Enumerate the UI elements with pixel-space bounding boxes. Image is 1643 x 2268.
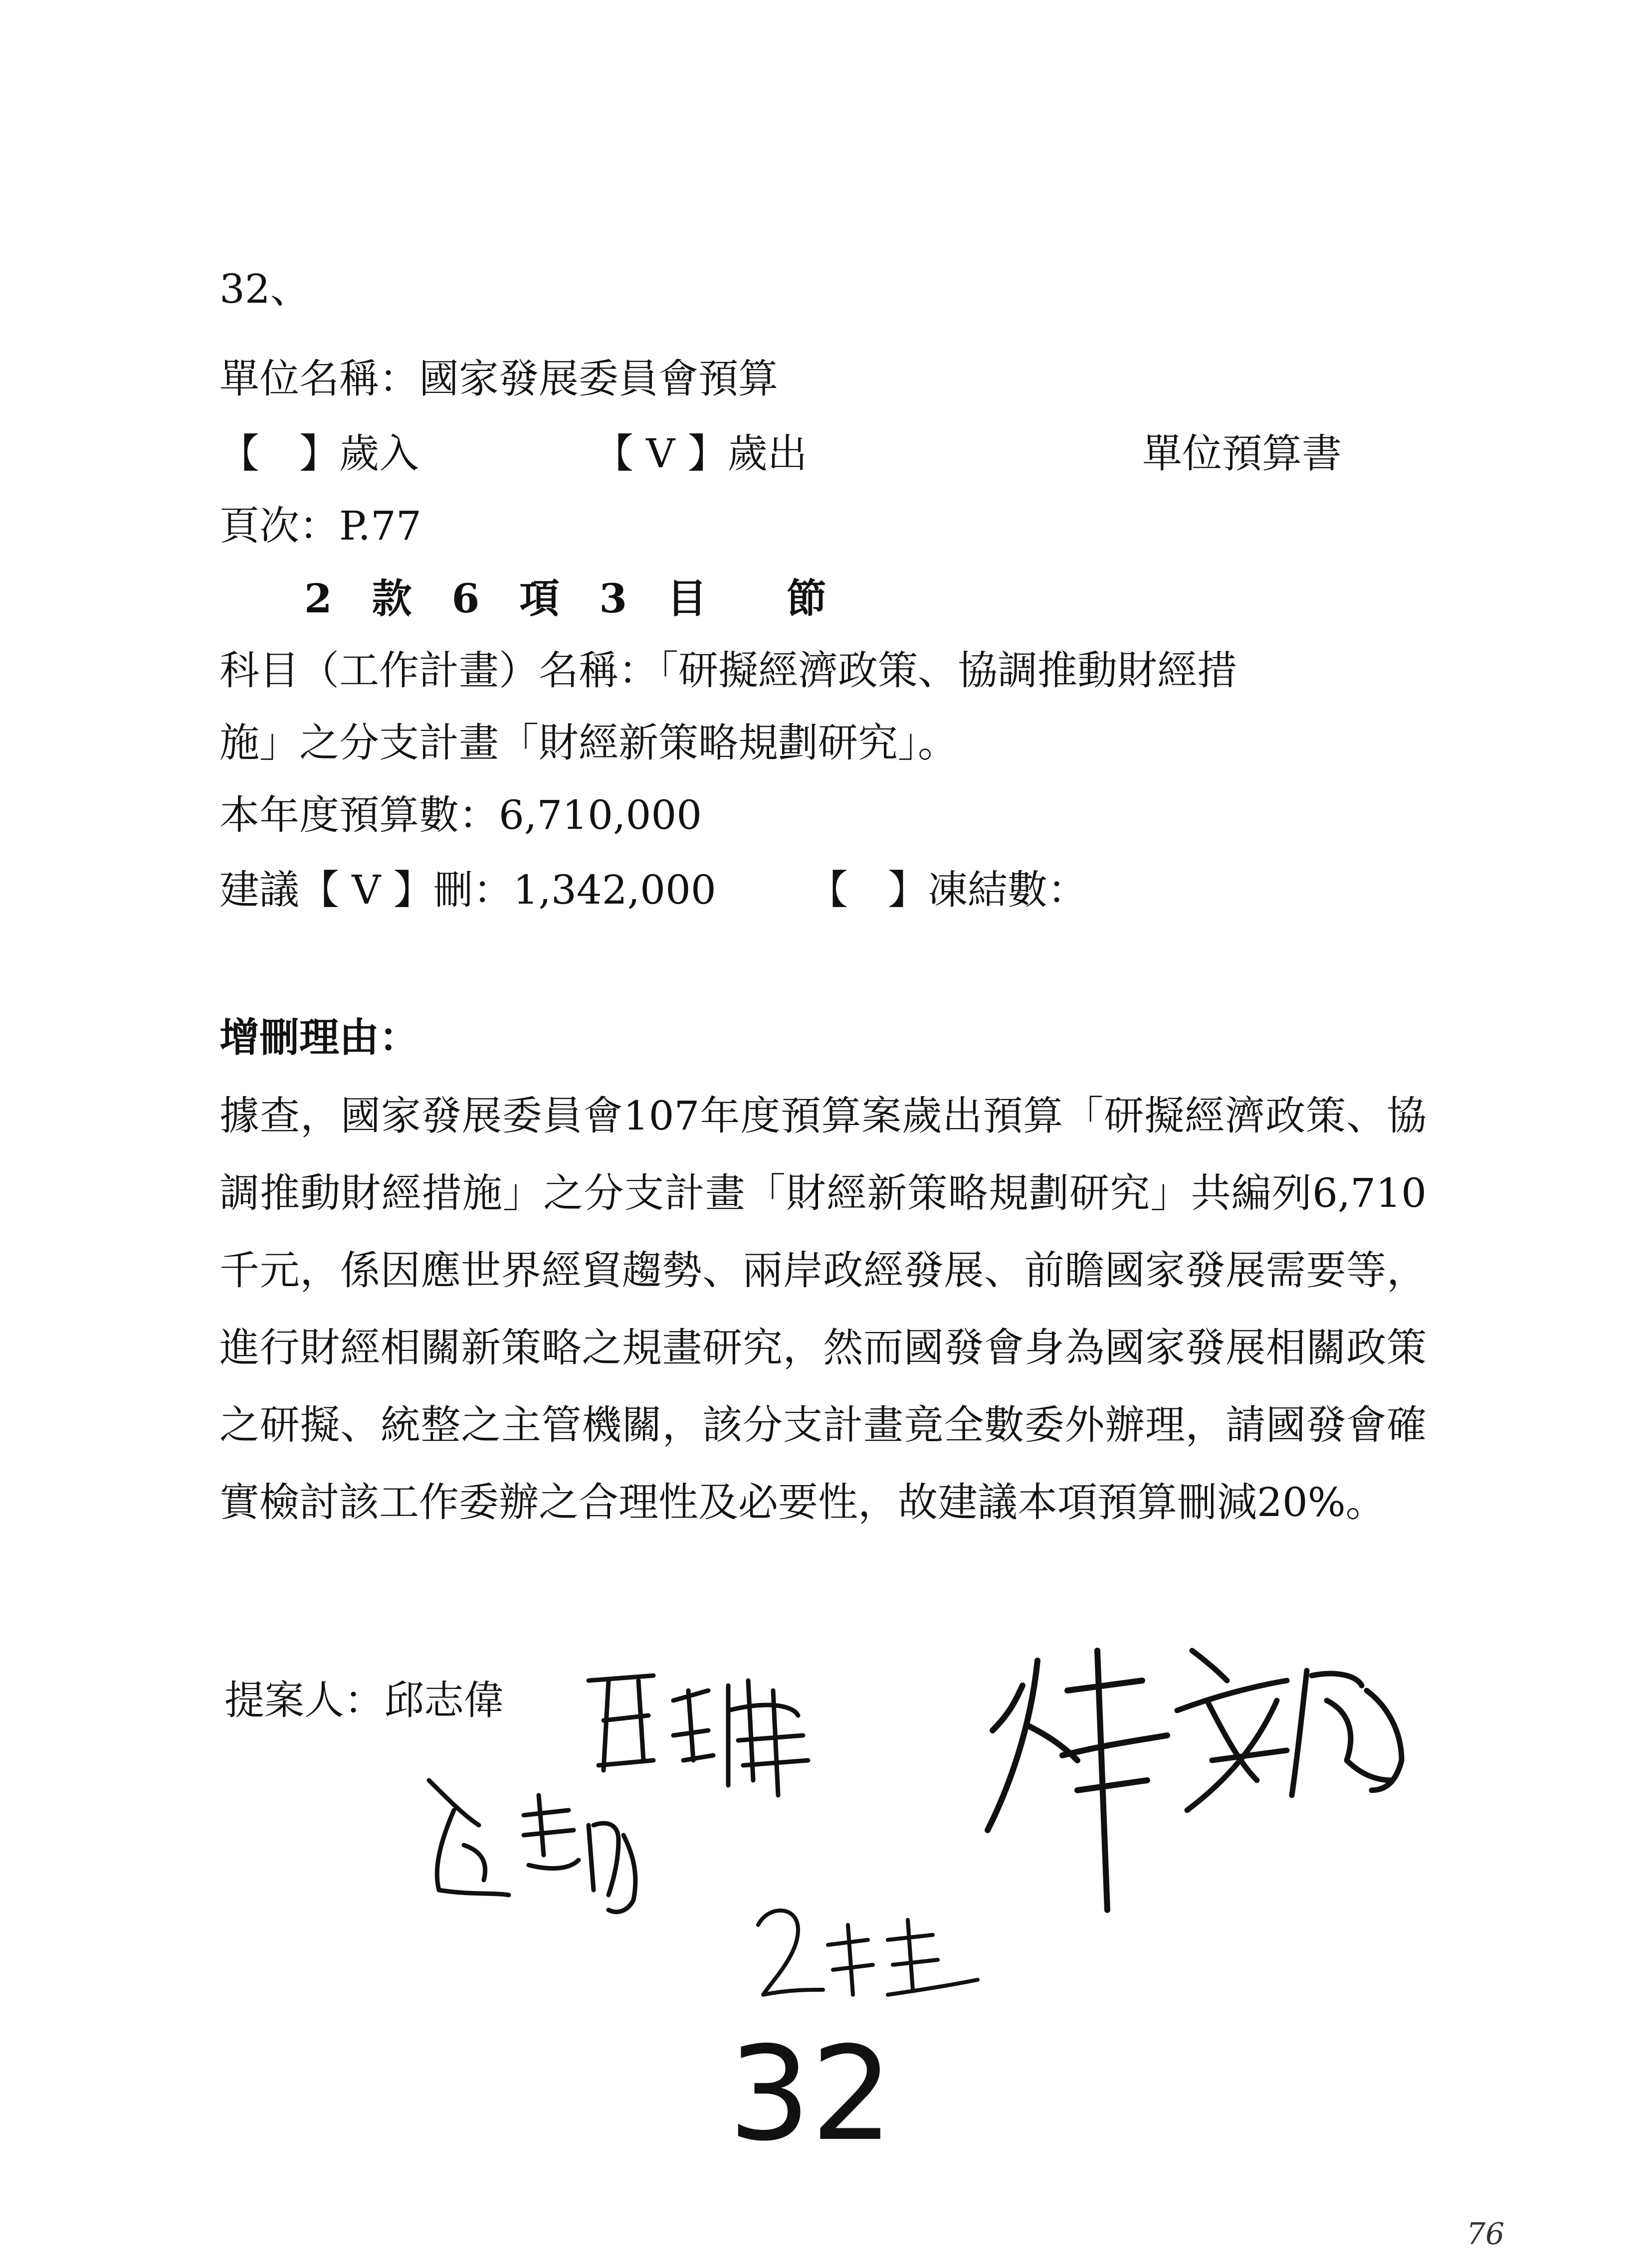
subject-name-line2: 施」之分支計畫「財經新策略規劃研究」。 — [219, 720, 958, 766]
item-number: 32、 — [219, 266, 310, 312]
handwritten-number: 32 — [728, 2019, 893, 2170]
page-number: 76 — [1466, 2217, 1505, 2252]
signature-3 — [409, 1770, 648, 1930]
signature-2 — [978, 1631, 1427, 1940]
expenditure-checkbox: 【 V 】歲出 — [594, 430, 808, 477]
signature-4 — [743, 1895, 993, 2025]
proposer-label: 提案人：邱志偉 — [224, 1677, 504, 1723]
proposal-cut: 建議【 V 】刪：1,342,000 — [219, 867, 716, 913]
unit-name: 單位名稱：國家發展委員會預算 — [219, 356, 778, 402]
proposal-freeze: 【 】凍結數： — [808, 867, 1087, 913]
reason-heading: 增刪理由： — [219, 1014, 419, 1061]
subject-name-line1: 科目（工作計畫）名稱：「研擬經濟政策、協調推動財經措 — [219, 647, 1237, 694]
budget-book-label: 單位預算書 — [1142, 430, 1342, 477]
budget-amount: 本年度預算數：6,710,000 — [219, 792, 702, 838]
revenue-checkbox: 【 】歲入 — [219, 430, 419, 477]
budget-classification: 2 款 6 項 3 目 節 — [304, 575, 826, 622]
reason-paragraph: 據查，國家發展委員會107年度預算案歲出預算「研擬經濟政策、協調推動財經措施」之分支計畫「財經新策略規劃研究」共編列6,710千元，係因應世界經貿趨勢、兩岸政經發展、前瞻國家發展需要等，進行財經相關新策略之規畫研究，然而國發會身為國家發展相關政策之研擬、統整之主管機關，該分支計畫竟全數委外辦理，請國發會確實檢討該工作委辦之合理性及必要性，故建議本項預算刪減20%。 — [219, 1093, 1427, 1525]
page-reference: 頁次：P.77 — [219, 503, 421, 549]
